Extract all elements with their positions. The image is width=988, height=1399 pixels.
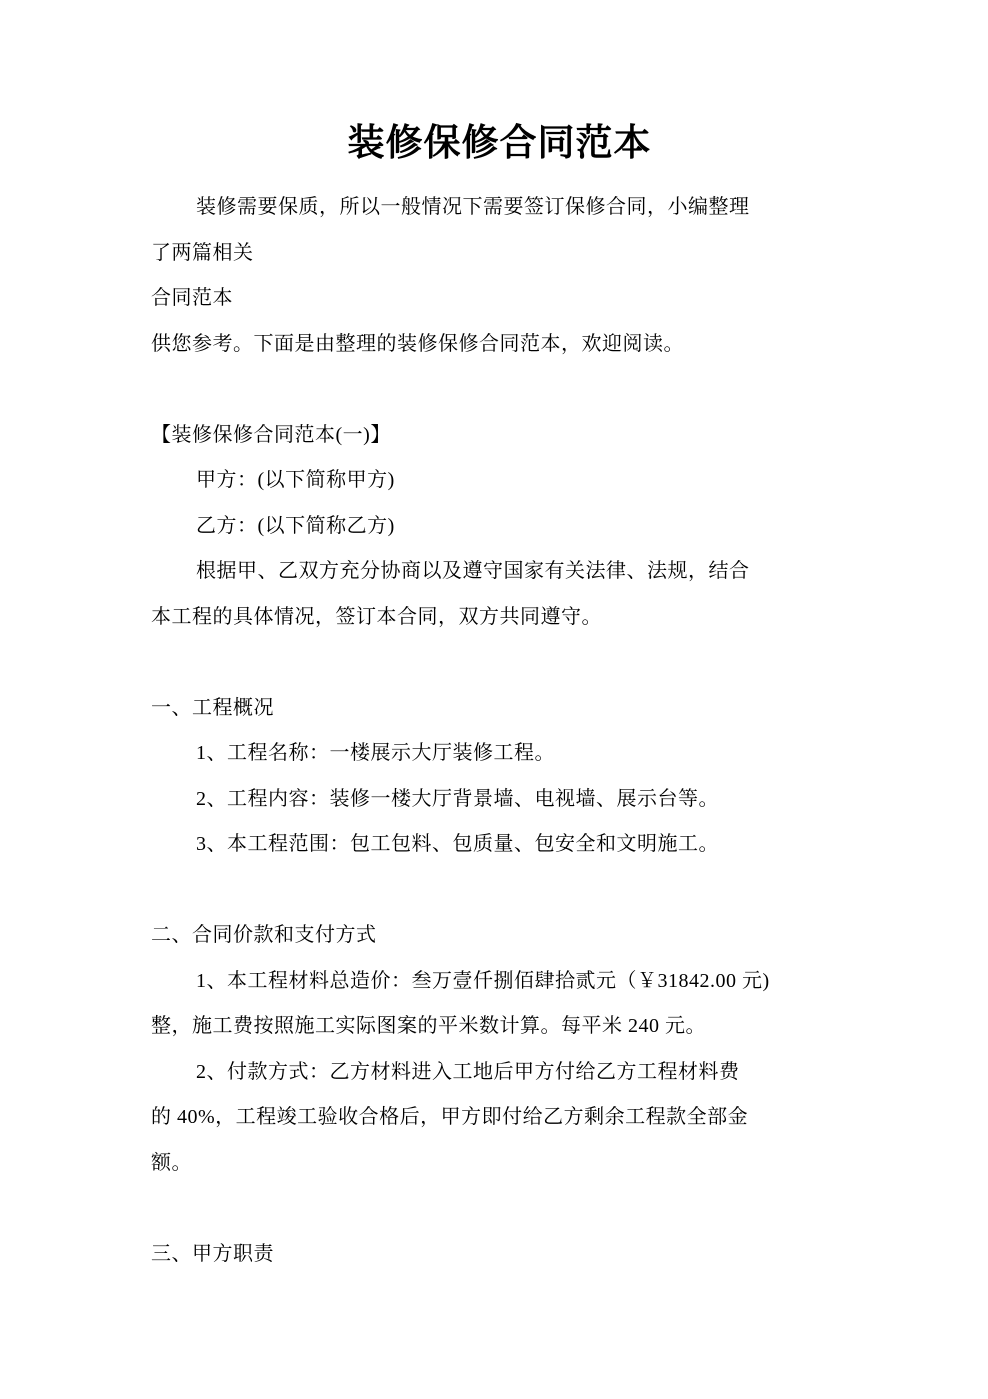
document-line: 二、合同价款和支付方式 [151, 924, 377, 946]
blank-line [151, 868, 848, 914]
document-line: 了两篇相关 [151, 241, 254, 264]
document-line: 合同范本 [151, 287, 233, 309]
document-line: 【装修保修合同范本(一)】 [151, 423, 391, 446]
document-line: 乙方：(以下简称乙方) [196, 514, 395, 537]
blank-line [151, 367, 848, 413]
document-line: 装修需要保质，所以一般情况下需要签订保修合同，小编整理 [196, 196, 750, 218]
document-line: 根据甲、乙双方充分协商以及遵守国家有关法律、法规，结合 [196, 560, 750, 582]
document-line: 整，施工费按照施工实际图案的平米数计算。每平米 240 元。 [151, 1015, 706, 1037]
document-line: 2、付款方式：乙方材料进入工地后甲方付给乙方工程材料费 [196, 1060, 740, 1083]
document-line: 的 40%，工程竣工验收合格后，甲方即付给乙方剩余工程款全部金 [151, 1106, 749, 1128]
blank-line [151, 640, 848, 686]
document-line: 一、工程概况 [151, 696, 274, 719]
document-line: 三、甲方职责 [151, 1242, 274, 1265]
document-line: 本工程的具体情况，签订本合同，双方共同遵守。 [151, 605, 602, 628]
document-line: 2、工程内容：装修一楼大厅背景墙、电视墙、展示台等。 [196, 787, 719, 810]
document-line: 额。 [151, 1151, 192, 1174]
document-title: 装修保修合同范本 [347, 123, 652, 164]
document-line: 1、工程名称：一楼展示大厅装修工程。 [196, 742, 555, 764]
document-line: 3、本工程范围：包工包料、包质量、包安全和文明施工。 [196, 833, 719, 855]
document-body [151, 185, 848, 1277]
blank-line [151, 1186, 848, 1232]
document-line: 供您参考。下面是由整理的装修保修合同范本，欢迎阅读。 [151, 332, 684, 355]
document-line: 甲方：(以下简称甲方) [196, 469, 395, 491]
document-line: 1、本工程材料总造价：叁万壹仟捌佰肆拾贰元（￥31842.00 元) [196, 969, 770, 992]
